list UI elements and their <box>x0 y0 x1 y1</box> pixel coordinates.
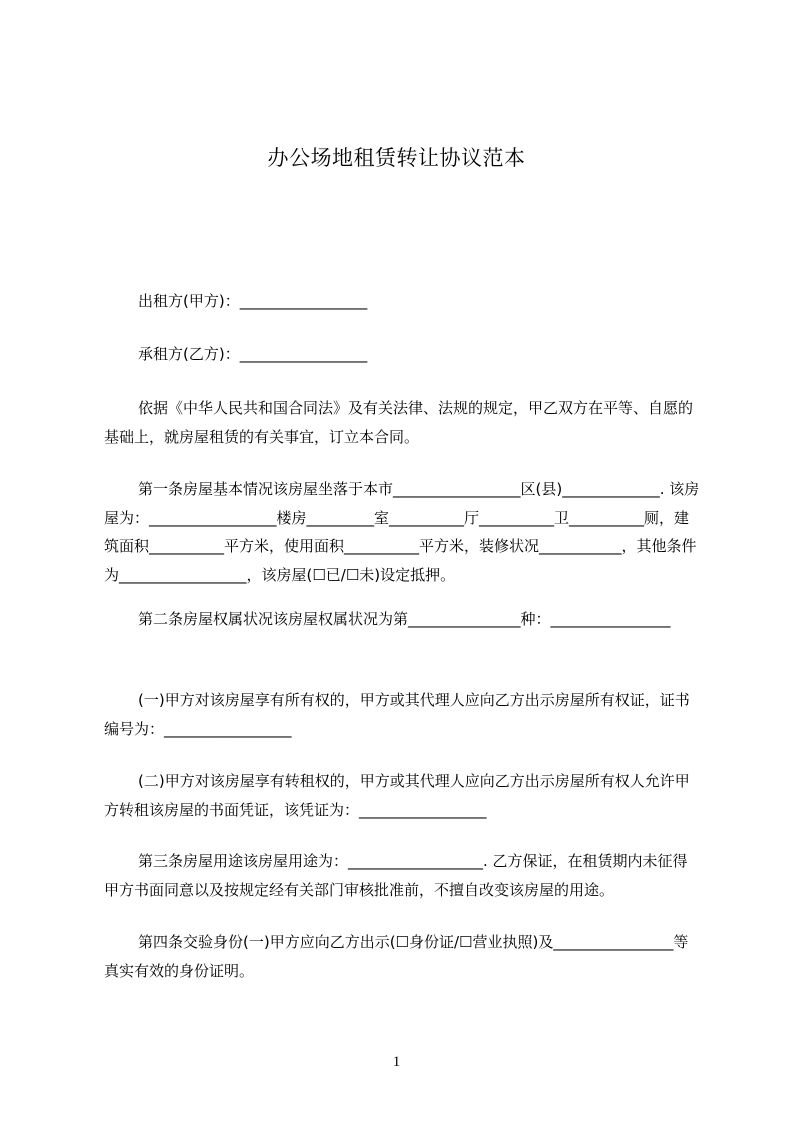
article-1-paragraph: 第一条房屋基本情况该房屋坐落于本市_________________区(县)_____________. 该房屋为：_________________楼房_________室__________厅__________卫__________厕，建筑面积__________平方米，使用面积__________平方米，装修状况___________，其他条件为_________________，该房屋(☐已/☐未)设定抵押。 <box>104 480 700 584</box>
article-4-paragraph: 第四条交验身份(一)甲方应向乙方出示(☐身份证/☐营业执照)及________________等真实有效的身份证明。 <box>104 933 689 980</box>
article-2-paragraph: 第二条房屋权属状况该房屋权属状况为第_______________种：________________ <box>138 610 671 628</box>
article-2-clause-1: (一)甲方对该房屋享有所有权的，甲方或其代理人应向乙方出示房屋所有权证，证书编号为：_________________ <box>104 691 690 738</box>
page-number: 1 <box>392 1054 401 1070</box>
article-2-clause-2: (二)甲方对该房屋享有转租权的，甲方或其代理人应向乙方出示房屋所有权人允许甲方转租该房屋的书面凭证，该凭证为：_________________ <box>104 772 690 819</box>
article-3-paragraph: 第三条房屋用途该房屋用途为：__________________. 乙方保证，在租赁期内未征得甲方书面同意以及按规定经有关部门审核批准前，不擅自改变该房屋的用途。 <box>104 852 688 899</box>
document-title: 办公场地租赁转让协议范本 <box>267 146 526 170</box>
lessee-line: 承租方(乙方)：_________________ <box>138 345 368 363</box>
preamble-paragraph: 依据《中华人民共和国合同法》及有关法律、法规的规定，甲乙双方在平等、自愿的基础上，就房屋租赁的有关事宜，订立本合同。 <box>104 399 694 446</box>
lessor-line: 出租方(甲方)：_________________ <box>138 292 368 310</box>
